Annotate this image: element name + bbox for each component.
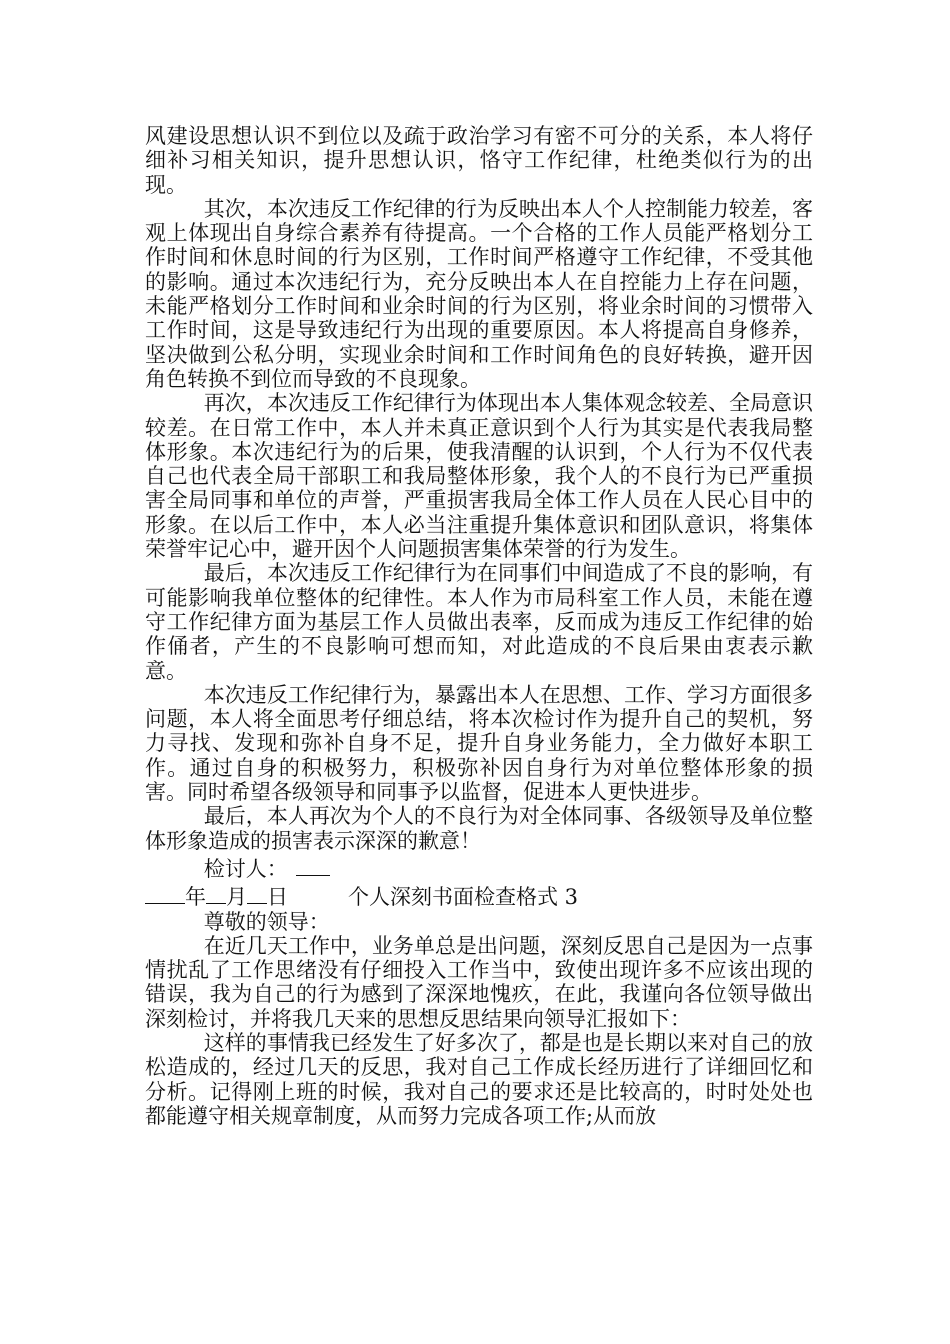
- paragraph-third-point: 再次，本次违反工作纪律行为体现出本人集体观念较差、全局意识较差。在日常工作中，本人并未真正意识到个人行为其实是代表我局整体形象。本次违纪行为的后果，使我清醒的认识到，个人行为不仅代表自己也代表全局干部职工和我局整体形象，我个人的不良行为已严重损害全局同事和单位的声誉，严重损害我局全体工作人员在人民心目中的形象。在以后工作中，本人必当注重提升集体意识和团队意识，将集体荣誉牢记心中，避开因个人问题损害集体荣誉的行为发生。: [145, 391, 813, 562]
- paragraph-apology: 最后，本人再次为个人的不良行为对全体同事、各级领导及单位整体形象造成的损害表示深深的歉意！: [145, 804, 813, 853]
- year-label: 年: [185, 885, 206, 910]
- section-title: 个人深刻书面检查格式 3: [348, 885, 579, 910]
- signer-label: 检讨人：: [203, 856, 288, 881]
- paragraph-summary: 本次违反工作纪律行为，暴露出本人在思想、工作、学习方面很多问题，本人将全面思考仔细总结，将本次检讨作为提升自己的契机，努力寻找、发现和弥补自身不足，提升自身业务能力，全力做好本职工作。通过自身的积极努力，积极弥补因自身行为对单位整体形象的损害。同时希望各级领导和同事予以监督，促进本人更快进步。: [145, 682, 813, 805]
- month-blank: [206, 881, 226, 904]
- paragraph-fourth-point: 最后，本次违反工作纪律行为在同事们中间造成了不良的影响，有可能影响我单位整体的纪律性。本人作为市局科室工作人员，未能在遵守工作纪律方面为基层工作人员做出表率，反而成为违反工作纪律的始作俑者，产生的不良影响可想而知，对此造成的不良后果由衷表示歉意。: [145, 561, 813, 683]
- letter-paragraph-intro: 在近几天工作中，业务单总是出问题，深刻反思自己是因为一点事情扰乱了工作思绪没有仔细投入工作当中，致使出现许多不应该出现的错误，我为自己的行为感到了深深地愧疚，在此，我谨向各位领导做出深刻检讨，并将我几天来的思想反思结果向领导汇报如下：: [145, 933, 813, 1031]
- month-label: 月: [226, 885, 247, 910]
- letter-paragraph-reflection: 这样的事情我已经发生了好多次了，都是也是长期以来对自己的放松造成的，经过几天的反思，我对自己工作成长经历进行了详细回忆和分析。记得刚上班的时候，我对自己的要求还是比较高的，时时处处也都能遵守相关规章制度，从而努力完成各项工作;从而放: [145, 1031, 813, 1128]
- day-label: 日: [267, 885, 288, 910]
- date-line: [145, 881, 813, 909]
- day-blank: [247, 881, 267, 904]
- document-page: [145, 124, 813, 1128]
- signer-blank: [296, 853, 330, 876]
- salutation: 尊敬的领导：: [203, 909, 330, 934]
- paragraph-second-point: 其次，本次违反工作纪律的行为反映出本人个人控制能力较差，客观上体现出自身综合素养有待提高。一个合格的工作人员能严格划分工作时间和休息时间的行为区别，工作时间严格遵守工作纪律，不受其他的影响。通过本次违纪行为，充分反映出本人在自控能力上存在问题，未能严格划分工作时间和业余时间的行为区别，将业余时间的习惯带入工作时间，这是导致违纪行为出现的重要原因。本人将提高自身修养，坚决做到公私分明，实现业余时间和工作时间角色的良好转换，避开因角色转换不到位而导致的不良现象。: [145, 196, 813, 391]
- signer-line: [145, 853, 813, 881]
- paragraph-continuation: 风建设思想认识不到位以及疏于政治学习有密不可分的关系，本人将仔细补习相关知识，提升思想认识，恪守工作纪律，杜绝类似行为的出现。: [145, 124, 813, 197]
- year-blank: [145, 881, 185, 904]
